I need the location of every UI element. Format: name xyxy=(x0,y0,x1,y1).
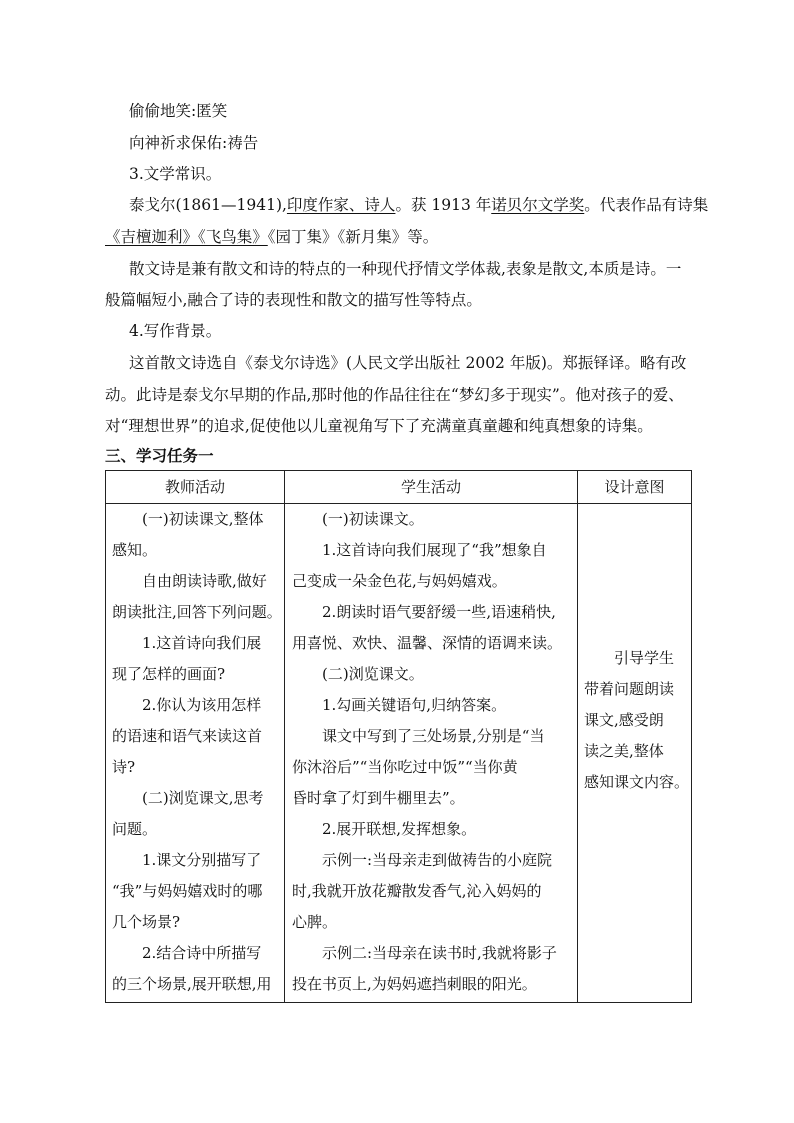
student-line: 己变成一朵金色花,与妈妈嬉戏。 xyxy=(292,572,507,590)
student-line: 心脾。 xyxy=(292,913,338,931)
teacher-line: 自由朗读诗歌,做好 xyxy=(142,572,267,590)
student-line: 昏时拿了灯到牛棚里去”。 xyxy=(292,789,465,807)
teacher-line: “我”与妈妈嬉戏时的哪 xyxy=(112,882,263,900)
teacher-activity-cell xyxy=(112,504,282,1000)
teacher-line: 问题。 xyxy=(112,820,158,838)
section-3-title: 3.文学常识。 xyxy=(129,165,222,183)
student-line: 你沐浴后”“当你吃过中饭”“当你黄 xyxy=(292,758,518,776)
student-line: 示例二:当母亲在读书时,我就将影子 xyxy=(322,944,557,962)
prose-poem-line-1: 散文诗是兼有散文和诗的特点的一种现代抒情文学体裁,表象是散文,本质是诗。一 xyxy=(129,260,682,278)
teacher-line: 现了怎样的画面? xyxy=(112,665,226,683)
student-line: 投在书页上,为妈妈遮挡刺眼的阳光。 xyxy=(292,975,537,993)
intent-line: 课文,感受朗 xyxy=(584,711,664,729)
lesson-table xyxy=(105,470,692,1003)
intent-line: 感知课文内容。 xyxy=(584,773,690,791)
student-activity-cell xyxy=(292,504,578,1000)
teacher-line: 诗? xyxy=(112,758,136,776)
teacher-line: 的三个场景,展开联想,用 xyxy=(112,975,272,993)
teacher-line: 的语速和语气来读这首 xyxy=(112,727,263,745)
background-line-2: 动。此诗是泰戈尔早期的作品,那时他的作品往往在“梦幻多于现实”。他对孩子的爱、 xyxy=(105,386,684,404)
vocab-line-2: 向神祈求保佑:祷告 xyxy=(129,134,259,152)
teacher-line: 感知。 xyxy=(112,541,158,559)
teacher-line: 朗读批注,回答下列问题。 xyxy=(112,603,282,621)
student-line: 2.朗读时语气要舒缓一些,语速稍快, xyxy=(322,603,556,621)
prose-poem-line-2: 般篇幅短小,融合了诗的表现性和散文的描写性等特点。 xyxy=(105,291,482,309)
background-line-3: 对“理想世界”的追求,促使他以儿童视角写下了充满童真童趣和纯真想象的诗集。 xyxy=(105,417,653,435)
teacher-line: (一)初读课文,整体 xyxy=(142,510,264,528)
section-4-title: 4.写作背景。 xyxy=(129,322,222,340)
tagore-intro-line-1: 泰戈尔(1861—1941),印度作家、诗人。获 1913 年诺贝尔文学奖。代表作品有诗集 xyxy=(129,196,709,214)
header-student: 学生活动 xyxy=(400,478,461,496)
student-line: 时,我就开放花瓣散发香气,沁入妈妈的 xyxy=(292,882,542,900)
header-intent: 设计意图 xyxy=(604,478,665,496)
tagore-intro-line-2: 《吉檀迦利》《飞鸟集》《园丁集》《新月集》等。 xyxy=(105,228,439,246)
column-divider xyxy=(284,471,285,1002)
teacher-line: (二)浏览课文,思考 xyxy=(142,789,264,807)
student-line: 1.这首诗向我们展现了“我”想象自 xyxy=(322,541,547,559)
teacher-line: 几个场景? xyxy=(112,913,181,931)
student-line: 2.展开联想,发挥想象。 xyxy=(322,820,477,838)
intent-line: 读之美,整体 xyxy=(584,742,664,760)
header-teacher: 教师活动 xyxy=(164,478,225,496)
teacher-line: 2.结合诗中所描写 xyxy=(142,944,262,962)
design-intent-cell xyxy=(584,643,688,798)
student-line: 课文中写到了三处场景,分别是“当 xyxy=(322,727,545,745)
student-line: (一)初读课文。 xyxy=(322,510,424,528)
intent-line: 带着问题朗读 xyxy=(584,680,675,698)
student-line: 用喜悦、欢快、温馨、深情的语调来读。 xyxy=(292,634,563,652)
background-line-1: 这首散文诗选自《泰戈尔诗选》(人民文学出版社 2002 年版)。郑振铎译。略有改 xyxy=(129,354,687,372)
student-line: 示例一:当母亲走到做祷告的小庭院 xyxy=(322,851,553,869)
teacher-line: 2.你认为该用怎样 xyxy=(142,696,262,714)
teacher-line: 1.这首诗向我们展 xyxy=(142,634,262,652)
intent-line: 引导学生 xyxy=(614,649,675,667)
vocab-line-1: 偷偷地笑:匿笑 xyxy=(129,102,228,120)
task-heading: 三、学习任务一 xyxy=(105,447,214,465)
student-line: (二)浏览课文。 xyxy=(322,665,424,683)
teacher-line: 1.课文分别描写了 xyxy=(142,851,262,869)
student-line: 1.勾画关键语句,归纳答案。 xyxy=(322,696,507,714)
